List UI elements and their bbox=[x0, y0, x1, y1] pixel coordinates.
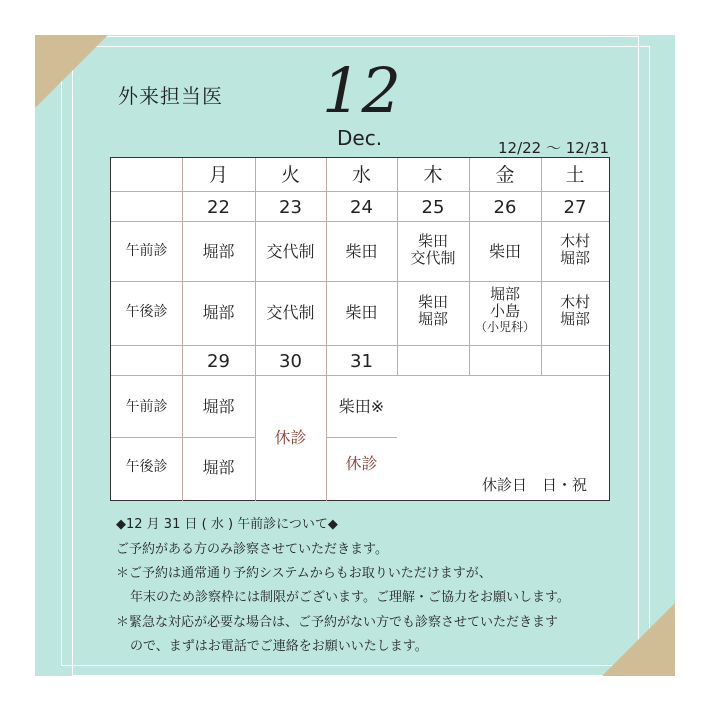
date-cell: 30 bbox=[279, 351, 302, 372]
doctor-cell: 堀部 bbox=[202, 303, 235, 322]
corner-decoration-bottom-right bbox=[602, 603, 675, 676]
weekday-sat: 土 bbox=[565, 164, 585, 186]
am-label: 午前診 bbox=[125, 243, 168, 259]
notice-heading: ◆12 月 31 日 ( 水 ) 午前診について◆ bbox=[116, 517, 338, 532]
doctor-cell: 交代制 bbox=[266, 303, 315, 322]
weekday-tue: 火 bbox=[280, 164, 300, 186]
doctor-cell: 柴田 堀部 bbox=[417, 293, 448, 329]
weekday-thu: 木 bbox=[423, 164, 443, 186]
doctor-cell: 堀部 bbox=[202, 458, 235, 477]
month-number: 12 bbox=[322, 54, 401, 127]
date-cell: 26 bbox=[493, 197, 517, 218]
notice-line: ご予約がある方のみ診察させていただきます。 bbox=[116, 542, 388, 557]
doctor-cell: 木村 堀部 bbox=[559, 293, 590, 329]
doctor-cell: 柴田 bbox=[488, 242, 521, 261]
schedule-table bbox=[110, 157, 610, 501]
date-cell: 22 bbox=[207, 197, 230, 218]
date-range: 12/22 ～ 12/31 bbox=[498, 139, 609, 157]
closed-cell: 休診 bbox=[345, 454, 378, 473]
pm-label: 午後診 bbox=[125, 304, 168, 320]
weekday-fri: 金 bbox=[495, 164, 515, 186]
month-name: Dec. bbox=[337, 126, 383, 150]
date-cell: 24 bbox=[350, 197, 373, 218]
notice-line: 年末のため診察枠には制限がございます。ご理解・ご協力をお願いします。 bbox=[130, 590, 570, 605]
date-cell: 31 bbox=[350, 351, 373, 372]
date-cell: 29 bbox=[207, 351, 230, 372]
weekday-wed: 水 bbox=[351, 164, 371, 186]
am-label: 午前診 bbox=[125, 399, 168, 415]
date-cell: 25 bbox=[421, 197, 445, 218]
doctor-cell: 柴田 交代制 bbox=[410, 232, 456, 268]
date-cell: 27 bbox=[563, 197, 587, 218]
weekday-mon: 月 bbox=[208, 164, 228, 186]
doctor-cell: 木村 堀部 bbox=[559, 232, 590, 268]
doctor-cell: 柴田 bbox=[345, 303, 378, 322]
holiday-note: 休診日 日・祝 bbox=[482, 476, 588, 494]
notice-line: ＊ご予約は通常通り予約システムからもお取りいただけますが、 bbox=[116, 566, 492, 581]
doctor-cell: 交代制 bbox=[266, 242, 315, 261]
doctor-cell: 柴田※ bbox=[338, 397, 385, 416]
corner-decoration-top-left bbox=[35, 35, 108, 108]
date-cell: 23 bbox=[279, 197, 302, 218]
doctor-cell: 柴田 bbox=[345, 242, 378, 261]
closed-cell: 休診 bbox=[274, 428, 307, 447]
pm-label: 午後診 bbox=[125, 459, 168, 475]
notice-line: ので、まずはお電話でご連絡をお願いいたします。 bbox=[130, 639, 428, 654]
doctor-cell: 堀部 bbox=[202, 242, 235, 261]
notice-line: ＊緊急な対応が必要な場合は、ご予約がない方でも診察させていただきます bbox=[116, 615, 559, 630]
doctor-cell: 堀部 bbox=[202, 397, 235, 416]
page-title: 外来担当医 bbox=[118, 84, 223, 108]
doctor-cell: 堀部 小島 （小児科） bbox=[474, 285, 535, 334]
